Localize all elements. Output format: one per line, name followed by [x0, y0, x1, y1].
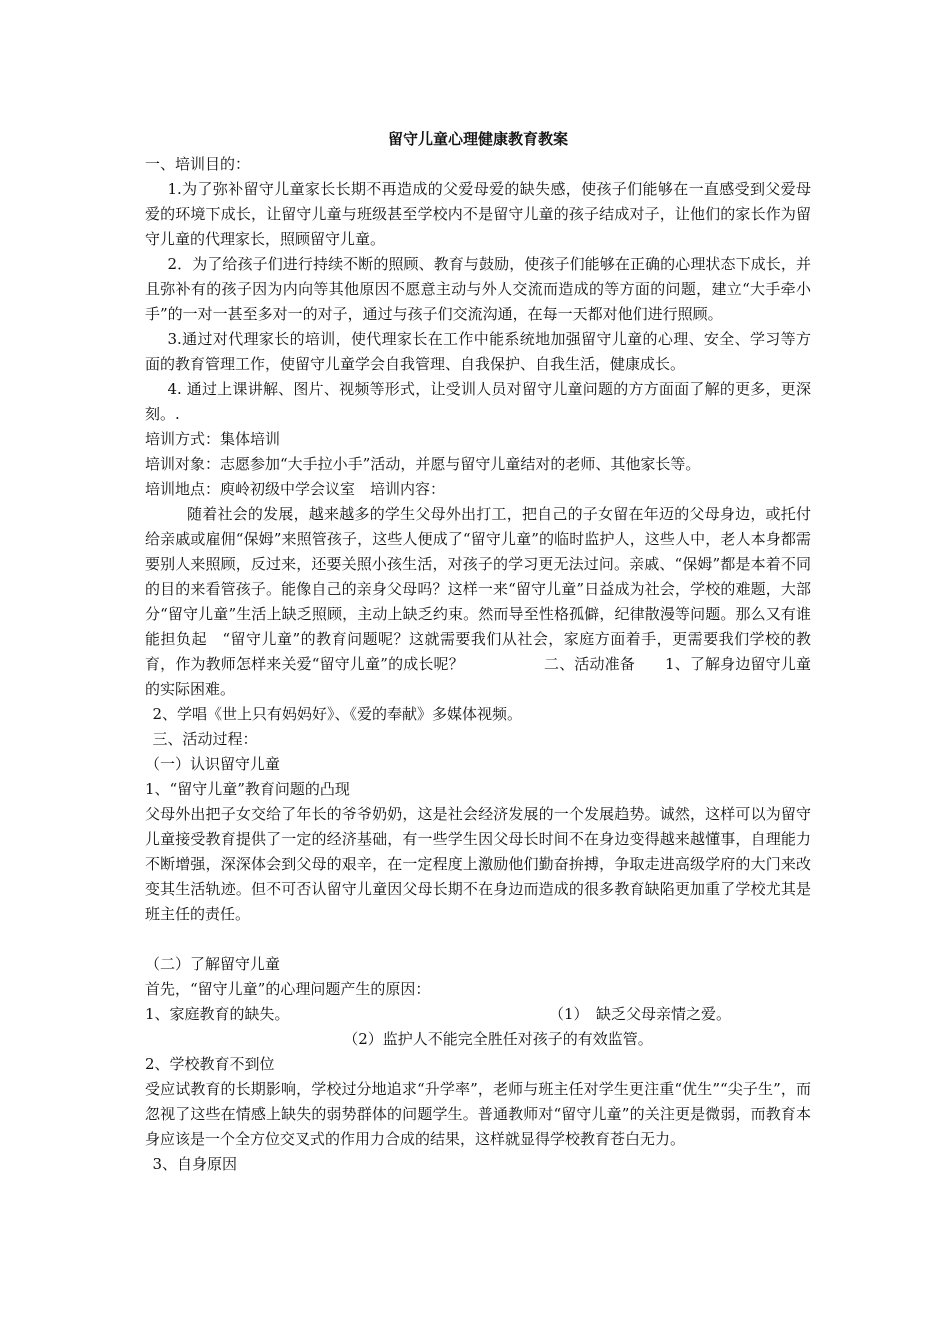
training-location-line — [145, 477, 811, 502]
paragraph-purpose-4: 4. 通过上课讲解、图片、视频等形式，让受训人员对留守儿童问题的方方面面了解的更多，更深刻。. — [145, 380, 811, 423]
paragraph-background — [145, 502, 811, 702]
paragraph-know: 父母外出把子女交给了年长的爷爷奶奶，这是社会经济发展的一个发展趋势。诚然，这样可以为留守儿童接受教育提供了一定的经济基础，有一些学生因父母长时间不在身边变得越来越懂事，自理能力不断增强，深深体会到父母的艰辛，在一定程度上激励他们勤奋拚搏，争取走进高级学府的大门来改变其生活轨迹。但不可否认留守儿童因父母长期不在身边而造成的很多教育缺陷更加重了学校尤其是班主任的责任。 — [145, 805, 811, 923]
document-body — [145, 126, 811, 1177]
preparation-item-2: 2、学唱《世上只有妈妈好》、《爱的奉献》多媒体视频。 — [152, 705, 523, 723]
cause-1-a: （1） 缺乏父母亲情之爱。 — [548, 1005, 731, 1023]
training-location: 培训地点：庾岭初级中学会议室 — [145, 480, 356, 498]
paragraph-purpose-3: 3.通过对代理家长的培训，使代理家长在工作中能系统地加强留守儿童的心理、安全、学习等方面的教育管理工作，使留守儿童学会自我管理、自我保护、自我生活，健康成长。 — [145, 330, 811, 373]
section-heading-purpose: 一、培训目的： — [145, 155, 251, 173]
subsection-know-item-1: 1、“留守儿童”教育问题的凸现 — [145, 780, 350, 798]
training-target: 培训对象：志愿参加“大手拉小手”活动，并愿与留守儿童结对的老师、其他家长等。 — [145, 455, 701, 473]
training-method: 培训方式：集体培训 — [145, 430, 281, 448]
section-heading-preparation: 二、活动准备 — [543, 655, 635, 673]
background-text: 随着社会的发展，越来越多的学生父母外出打工，把自己的子女留在年迈的父母身边，或托付给亲戚或雇佣“保姆”来照管孩子，这些人便成了“留守儿童”的临时监护人，这些人中，老人本身都需要别人来照顾，反过来，还要关照小孩生活，对孩子的学习更无法过问。亲戚、“保姆”都是本着不同的目的来看管孩子。能像自己的亲身父母吗？这样一来“留守儿童”日益成为社会，学校的难题，大部分“留守儿童”生活上缺乏照顾，主动上缺乏约束。然而导至性格孤僻，纪律散漫等问题。那么又有谁能担负起 “留守儿童”的教育问题呢？这就需要我们从社会，家庭方面着手，更需要我们学校的教育，作为教师怎样来关爱“留守儿童”的成长呢？ — [145, 505, 811, 673]
paragraph-purpose-2: 2．为了给孩子们进行持续不断的照顾、教育与鼓励，使孩子们能够在正确的心理状态下成长，并且弥补有的孩子因为内向等其他原因不愿意主动与外人交流而造成的等方面的问题，建立“大手牵小手”的一对一甚至多对一的对子，通过与孩子们交流沟通，在每一天都对他们进行照顾。 — [145, 255, 811, 323]
cause-2: 2、学校教育不到位 — [145, 1055, 275, 1073]
blank-line — [145, 927, 811, 952]
cause-1-row — [145, 1002, 811, 1027]
training-content-label: 培训内容： — [370, 480, 446, 498]
paragraph-purpose-1: 1.为了弥补留守儿童家长长期不再造成的父爱母爱的缺失感，使孩子们能够在一直感受到父爱母爱的环境下成长，让留守儿童与班级甚至学校内不是留守儿童的孩子结成对子，让他们的家长作为留守儿童的代理家长，照顾留守儿童。 — [145, 180, 811, 248]
document-title: 留守儿童心理健康教育教案 — [387, 130, 568, 148]
cause-1: 1、家庭教育的缺失。 — [145, 1005, 290, 1023]
preparation-item-1: 1、了解身边留守儿童的实际困难。 — [145, 655, 811, 698]
causes-intro: 首先，“留守儿童”的心理问题产生的原因： — [145, 980, 431, 998]
cause-1-b: （2）监护人不能完全胜任对孩子的有效监管。 — [343, 1030, 653, 1048]
subsection-know: （一）认识留守儿童 — [145, 755, 281, 773]
cause-3: 3、自身原因 — [152, 1155, 238, 1173]
subsection-understand: （二）了解留守儿童 — [145, 955, 281, 973]
section-heading-process: 三、活动过程： — [152, 730, 258, 748]
paragraph-school: 受应试教育的长期影响，学校过分地追求“升学率”，老师与班主任对学生更注重“优生”“尖子生”，而忽视了这些在情感上缺失的弱势群体的问题学生。普通教师对“留守儿童”的关注更是微弱，而教育本身应该是一个全方位交叉式的作用力合成的结果，这样就显得学校教育苍白无力。 — [145, 1080, 811, 1148]
